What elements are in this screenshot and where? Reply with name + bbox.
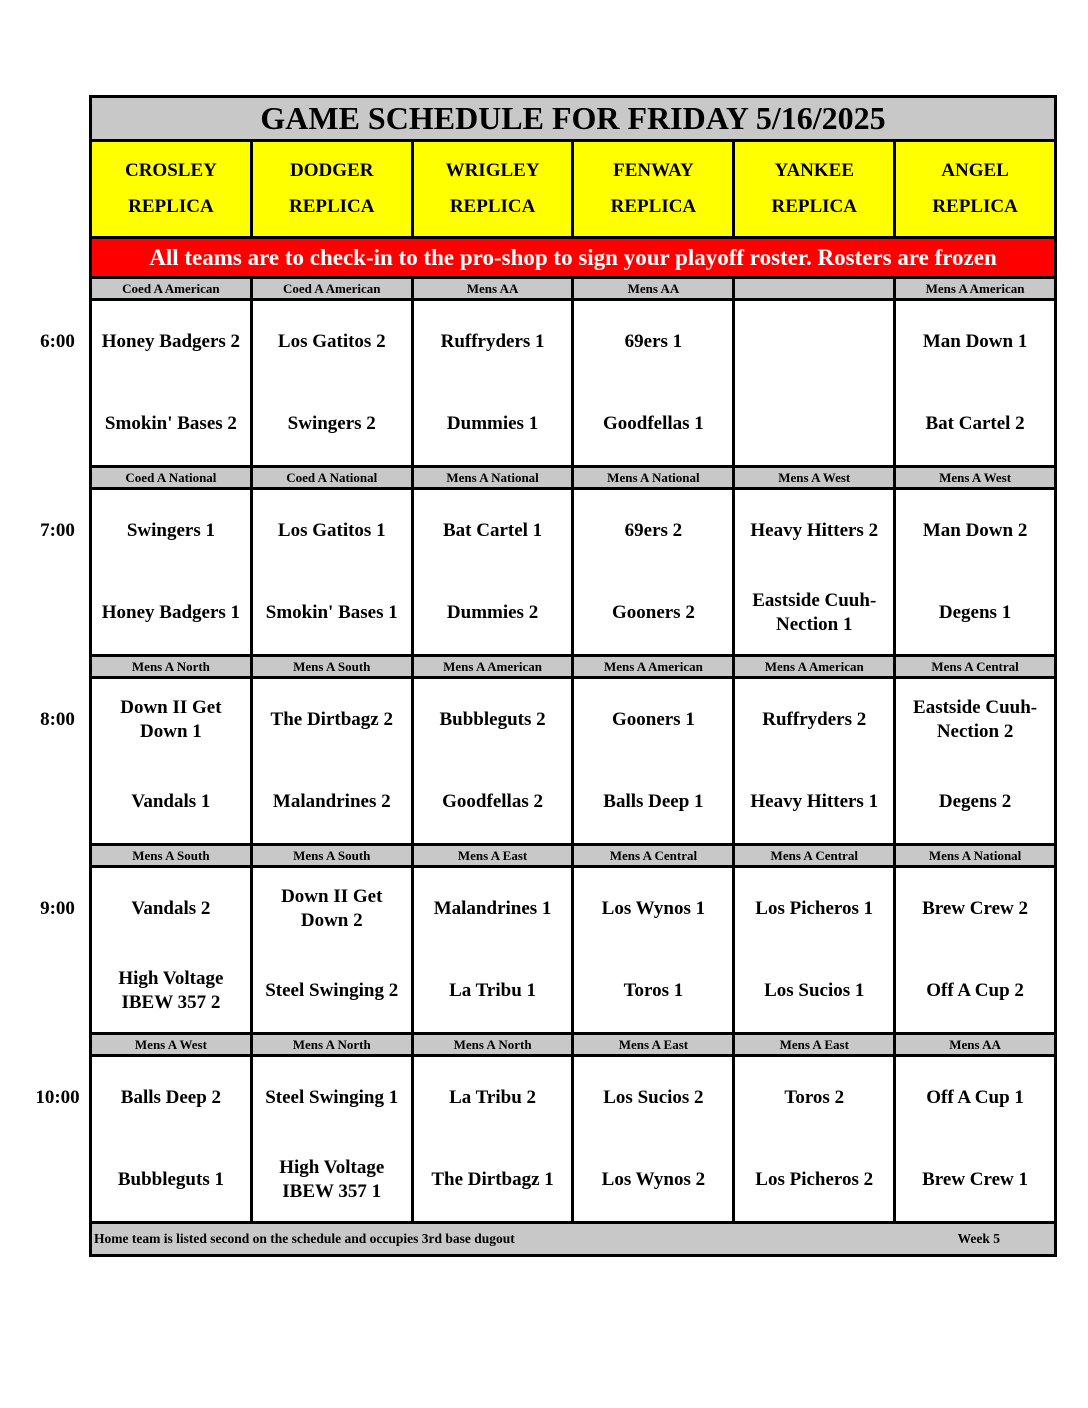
- home-team: Degens 2: [938, 791, 1012, 812]
- field-type: REPLICA: [610, 196, 697, 217]
- home-team: Bat Cartel 2: [925, 413, 1025, 434]
- home-team: Los Wynos 2: [601, 1169, 706, 1190]
- games-row: [92, 868, 1054, 1035]
- division-label: Mens A West: [735, 468, 893, 487]
- home-team: [735, 383, 893, 465]
- away-team: Vandals 2: [131, 898, 211, 919]
- division-label: Mens AA: [574, 279, 732, 298]
- division-label: Mens A North: [414, 1035, 572, 1054]
- field-type: REPLICA: [771, 196, 857, 217]
- away-team: Los Wynos 1: [601, 898, 706, 919]
- away-team: 69ers 1: [624, 331, 683, 352]
- field-header-wrigley: [414, 142, 572, 236]
- game-cell: [92, 490, 250, 654]
- home-team: Gooners 2: [611, 602, 695, 623]
- division-label: Mens A South: [253, 657, 411, 676]
- home-team: Dummies 2: [446, 602, 539, 623]
- schedule-title: GAME SCHEDULE FOR FRIDAY 5/16/2025: [92, 98, 1054, 142]
- field-name: WRIGLEY: [445, 160, 540, 181]
- game-cell: [896, 679, 1054, 843]
- games-row: [92, 679, 1054, 846]
- division-label: Mens A Central: [896, 657, 1054, 676]
- home-team: Eastside Cuuh-Nection 1: [752, 590, 877, 635]
- division-label: Mens A South: [253, 846, 411, 865]
- game-cell: [92, 679, 250, 843]
- time-label: 6:00: [40, 331, 75, 352]
- time-slot: [92, 846, 1054, 1035]
- time-slot: [92, 1035, 1054, 1224]
- home-team: Goodfellas 2: [442, 791, 543, 812]
- division-label: Coed A National: [92, 468, 250, 487]
- games-row: [92, 1057, 1054, 1224]
- game-cell: [574, 679, 732, 843]
- home-team: La Tribu 1: [449, 980, 537, 1001]
- game-cell: [896, 1057, 1054, 1221]
- game-cell: [735, 868, 893, 1032]
- time-label: 8:00: [40, 709, 75, 730]
- division-label: Mens AA: [896, 1035, 1054, 1054]
- field-name: DODGER: [290, 160, 374, 181]
- field-name: CROSLEY: [124, 160, 217, 181]
- division-label: Mens A East: [414, 846, 572, 865]
- away-team: La Tribu 2: [449, 1087, 537, 1108]
- roster-notice-banner: All teams are to check-in to the pro-shop to sign your playoff roster. Rosters are frozen: [92, 239, 1054, 279]
- field-name: ANGEL: [941, 160, 1009, 181]
- home-team: Vandals 1: [131, 791, 211, 812]
- division-row: [92, 1035, 1054, 1057]
- home-team: Smokin' Bases 2: [104, 413, 237, 434]
- division-label: Mens A South: [92, 846, 250, 865]
- division-label: Mens A East: [735, 1035, 893, 1054]
- time-slot: [92, 468, 1054, 657]
- game-cell: [253, 301, 411, 465]
- game-cell: [896, 868, 1054, 1032]
- division-label: Mens A American: [735, 657, 893, 676]
- away-team: Down II Get Down 2: [281, 886, 383, 931]
- time-label: 7:00: [40, 520, 75, 541]
- away-team: Brew Crew 2: [922, 898, 1029, 919]
- away-team: Los Sucios 2: [603, 1087, 704, 1108]
- away-team: The Dirtbagz 2: [270, 709, 393, 730]
- home-team: The Dirtbagz 1: [431, 1169, 554, 1190]
- division-label: Mens A West: [92, 1035, 250, 1054]
- away-team: Bat Cartel 1: [442, 520, 543, 541]
- away-team: Los Gatitos 2: [277, 331, 386, 352]
- field-header-crosley: [92, 142, 250, 236]
- away-team: Toros 2: [784, 1087, 845, 1108]
- game-cell: [896, 301, 1054, 465]
- field-header-angel: [896, 142, 1054, 236]
- away-team: Man Down 1: [922, 331, 1028, 352]
- home-team: Los Picheros 2: [755, 1169, 874, 1190]
- game-cell: [92, 301, 250, 465]
- away-team: Swingers 1: [126, 520, 215, 541]
- games-row: [92, 301, 1054, 468]
- division-label: Mens A American: [414, 657, 572, 676]
- game-cell: [735, 1057, 893, 1221]
- schedule-footer: [92, 1224, 1054, 1254]
- home-team: Honey Badgers 1: [101, 602, 241, 623]
- away-team: Man Down 2: [922, 520, 1028, 541]
- home-team: Los Sucios 1: [764, 980, 865, 1001]
- division-label: Mens A Central: [574, 846, 732, 865]
- away-team: Honey Badgers 2: [101, 331, 241, 352]
- week-label: Week 5: [957, 1231, 1000, 1246]
- home-team: Bubbleguts 1: [117, 1169, 224, 1190]
- field-header-yankee: [735, 142, 893, 236]
- division-label: Mens A North: [92, 657, 250, 676]
- division-label: Mens A National: [896, 846, 1054, 865]
- away-team: Los Gatitos 1: [277, 520, 386, 541]
- game-cell: [574, 490, 732, 654]
- game-cell: [253, 868, 411, 1032]
- time-slot: [92, 657, 1054, 846]
- division-row: [92, 468, 1054, 490]
- division-label: Coed A National: [253, 468, 411, 487]
- home-team: Off A Cup 2: [926, 980, 1024, 1001]
- away-team: Bubbleguts 2: [439, 709, 546, 730]
- field-header-dodger: [253, 142, 411, 236]
- time-slots: [92, 279, 1054, 1224]
- game-cell: [574, 1057, 732, 1221]
- division-label: Mens A American: [574, 657, 732, 676]
- division-label: Mens A National: [574, 468, 732, 487]
- game-cell: [414, 301, 572, 465]
- division-label: Coed A American: [92, 279, 250, 298]
- game-cell: [414, 1057, 572, 1221]
- home-team: Degens 1: [938, 602, 1012, 623]
- division-row: [92, 279, 1054, 301]
- division-label: Mens A West: [896, 468, 1054, 487]
- field-name: FENWAY: [613, 160, 694, 181]
- away-team: 69ers 2: [624, 520, 683, 541]
- field-type: REPLICA: [932, 196, 1018, 217]
- game-schedule-table: [89, 95, 1057, 1257]
- game-cell: [414, 679, 572, 843]
- home-team: High Voltage IBEW 357 2: [118, 968, 224, 1013]
- home-team: Brew Crew 1: [922, 1169, 1029, 1190]
- game-cell: [253, 490, 411, 654]
- game-cell: [92, 868, 250, 1032]
- home-team: Goodfellas 1: [603, 413, 704, 434]
- field-name: YANKEE: [774, 160, 855, 181]
- game-cell: [92, 1057, 250, 1221]
- away-team: Gooners 1: [611, 709, 695, 730]
- away-team: Down II Get Down 1: [120, 697, 222, 742]
- field-type: REPLICA: [449, 196, 536, 217]
- division-label: Mens A North: [253, 1035, 411, 1054]
- home-team: High Voltage IBEW 357 1: [279, 1157, 385, 1202]
- away-team: Malandrines 1: [433, 898, 552, 919]
- home-team: Malandrines 2: [272, 791, 391, 812]
- game-cell: [414, 490, 572, 654]
- away-team: Eastside Cuuh-Nection 2: [913, 697, 1038, 742]
- game-cell: [414, 868, 572, 1032]
- home-team: Balls Deep 1: [603, 791, 704, 812]
- field-type: REPLICA: [288, 196, 375, 217]
- away-team: Heavy Hitters 2: [750, 520, 879, 541]
- games-row: [92, 490, 1054, 657]
- away-team: Ruffryders 1: [440, 331, 545, 352]
- division-label: Mens A Central: [735, 846, 893, 865]
- division-label: Mens A American: [896, 279, 1054, 298]
- game-cell: [574, 301, 732, 465]
- game-cell: [253, 679, 411, 843]
- away-team: [735, 301, 893, 383]
- time-slot: [92, 279, 1054, 468]
- division-row: [92, 657, 1054, 679]
- away-team: Balls Deep 2: [120, 1087, 222, 1108]
- division-label: [735, 279, 893, 298]
- field-type: REPLICA: [128, 196, 214, 217]
- home-team: Toros 1: [623, 980, 684, 1001]
- away-team: Los Picheros 1: [755, 898, 874, 919]
- field-header-row: [92, 142, 1054, 239]
- game-cell: [574, 868, 732, 1032]
- home-team: Swingers 2: [287, 413, 376, 434]
- away-team: Ruffryders 2: [762, 709, 867, 730]
- home-team: Steel Swinging 2: [265, 980, 399, 1001]
- game-cell: [735, 490, 893, 654]
- home-team: Heavy Hitters 1: [750, 791, 879, 812]
- time-label: 9:00: [40, 898, 75, 919]
- home-team: Dummies 1: [446, 413, 539, 434]
- game-cell: [896, 490, 1054, 654]
- home-team: Smokin' Bases 1: [265, 602, 398, 623]
- away-team: Steel Swinging 1: [265, 1087, 399, 1108]
- field-header-fenway: [574, 142, 732, 236]
- game-cell: [253, 1057, 411, 1221]
- division-label: Coed A American: [253, 279, 411, 298]
- home-team-note: Home team is listed second on the schedule and occupies 3rd base dugout: [94, 1231, 515, 1246]
- division-label: Mens AA: [414, 279, 572, 298]
- time-label: 10:00: [35, 1087, 80, 1108]
- game-cell: [735, 679, 893, 843]
- division-row: [92, 846, 1054, 868]
- division-label: Mens A National: [414, 468, 572, 487]
- game-cell: [735, 301, 893, 465]
- division-label: Mens A East: [574, 1035, 732, 1054]
- away-team: Off A Cup 1: [926, 1087, 1024, 1108]
